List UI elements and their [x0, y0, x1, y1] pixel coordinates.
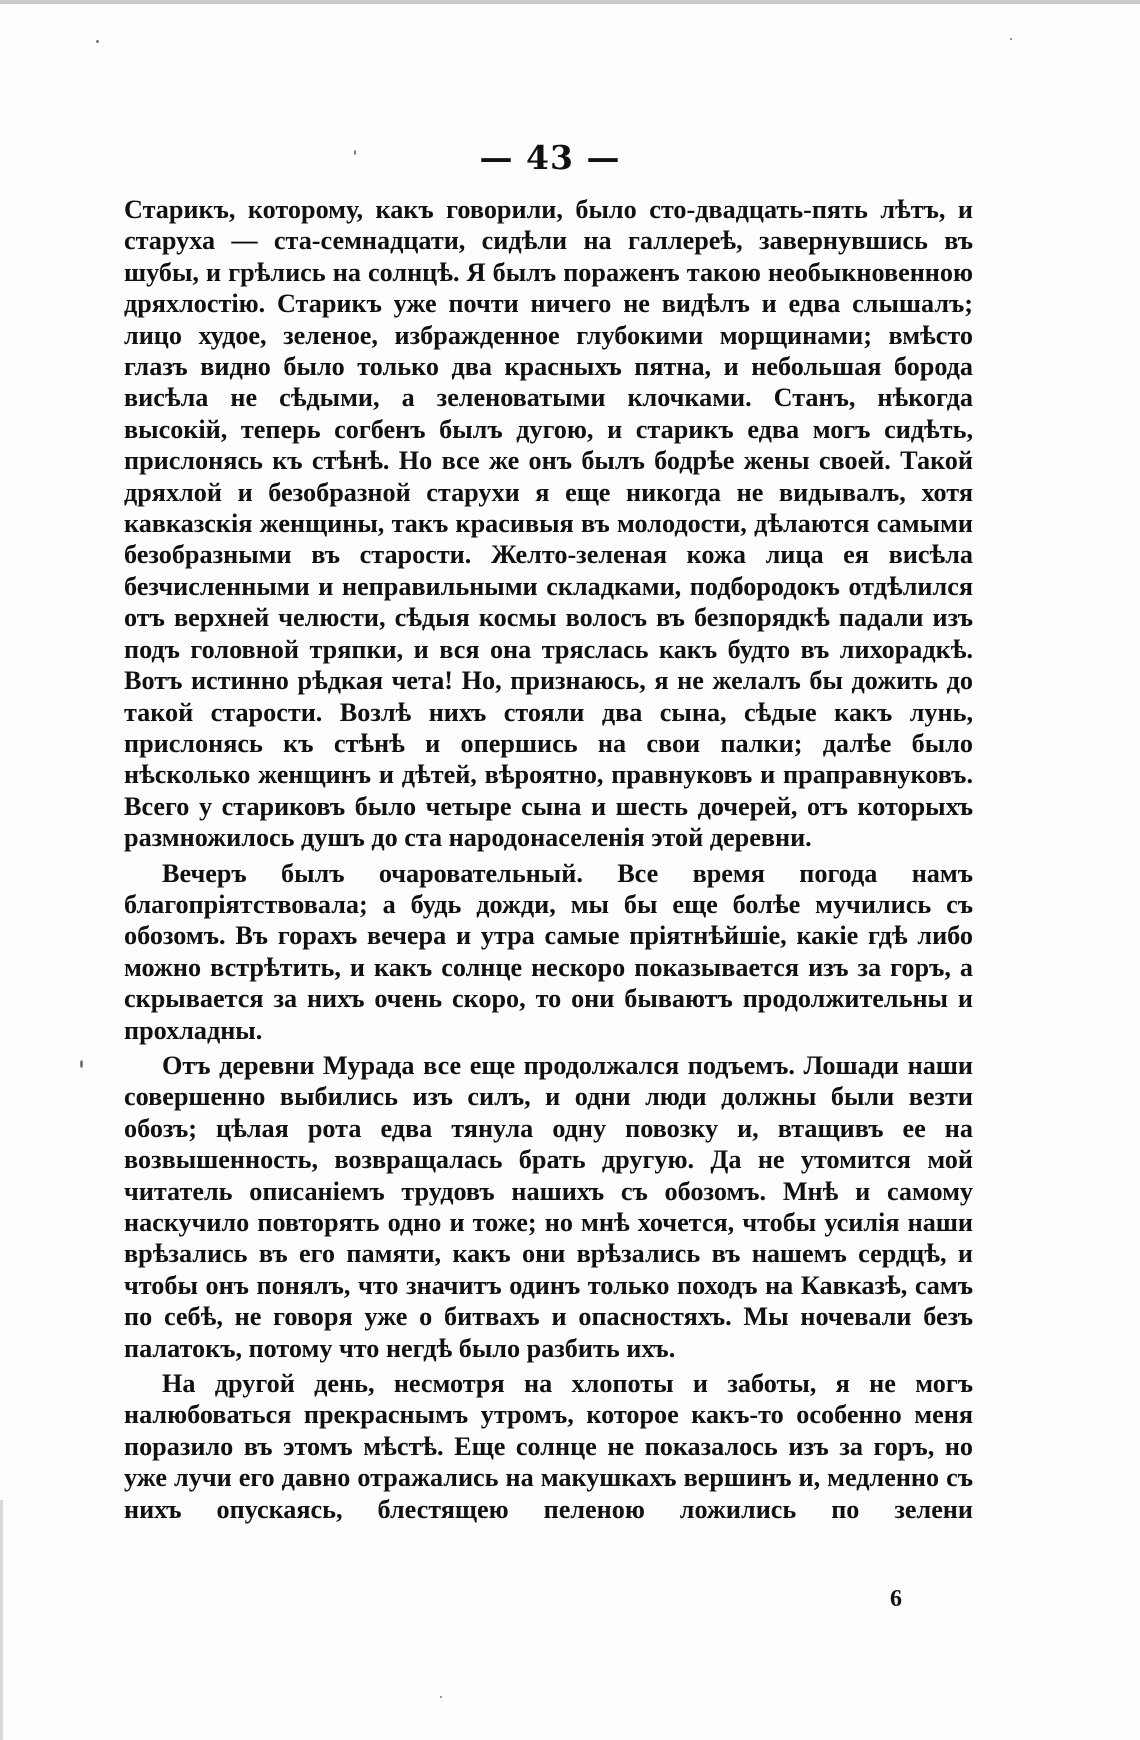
- paragraph-4: На другой день, несмотря на хлопоты и заботы, я не могъ налюбоваться прекраснымъ утромъ, которое какъ-то особенно меня поразило въ этомъ мѣстѣ. Еще солнце не показалось изъ за горъ, но уже лучи его давно отражались на макушкахъ вершинъ и, медленно съ нихъ опускаясь, блестящею пеленою ложились по зелени: [124, 1369, 973, 1524]
- scan-left-edge: [0, 1500, 3, 1740]
- paragraph-2: Вечеръ былъ очаровательный. Все время погода намъ благопріятствовала; а будь дожди, мы бы еще болѣе мучились съ обозомъ. Въ горахъ вечера и утра самые пріятнѣйшіе, какіе гдѣ либо можно встрѣтить, и какъ солнце нескоро показывается изъ за горъ, а скрывается за нихъ очень скоро, то они бываютъ продолжительны и прохладны.: [124, 858, 973, 1045]
- scan-speck: [1010, 38, 1012, 40]
- scan-speck: [80, 1060, 83, 1068]
- scan-top-edge: [0, 0, 1140, 4]
- body-text: [124, 194, 973, 1525]
- scan-speck: [354, 150, 356, 155]
- paragraph-3: Отъ деревни Мурада все еще продолжался подъемъ. Лошади наши совершенно выбились изъ силъ, и одни люди должны были везти обозъ; цѣлая рота едва тянула одну повозку и, втащивъ ее на возвышенность, возвращалась брать другую. Да не утомится мой читатель описаніемъ трудовъ нашихъ съ обозомъ. Мнѣ и самому наскучило повторять одно и тоже; но мнѣ хочется, чтобы усилія наши врѣзались въ его памяти, какъ они врѣзались въ нашемъ сердцѣ, и чтобы онъ понялъ, что значитъ одинъ только походъ на Кавказѣ, самъ по себѣ, не говоря уже о битвахъ и опасностяхъ. Мы ночевали безъ палатокъ, потому что негдѣ было разбить ихъ.: [124, 1050, 973, 1363]
- scan-speck: [96, 40, 99, 43]
- page-number-heading: — 43 —: [479, 138, 621, 177]
- scan-speck: [440, 1696, 442, 1698]
- printer-signature-mark: 6: [890, 1586, 902, 1612]
- paragraph-1: Старикъ, которому, какъ говорили, было сто-двадцать-пять лѣтъ, и старуха — ста-семнадцати, сидѣли на галлереѣ, завернувшись въ шубы, и грѣлись на солнцѣ. Я былъ пораженъ такою необыкновенною дряхлостію. Старикъ уже почти ничего не видѣлъ и едва слышалъ; лицо худое, зеленое, избражденное глубокими морщинами; вмѣсто глазъ видно было только два красныхъ пятна, и небольшая борода висѣла не сѣдыми, а зеленоватыми клочками. Станъ, нѣкогда высокій, теперь согбенъ былъ дугою, и старикъ едва могъ сидѣть, прислонясь къ стѣнѣ. Но все же онъ былъ бодрѣе жены своей. Такой дряхлой и безобразной старухи я еще никогда не видывалъ, хотя кавказскія женщины, такъ красивыя въ молодости, дѣлаются самыми безобразными въ старости. Желто-зеленая кожа лица ея висѣла безчисленными и неправильными складками, подбородокъ отдѣлился отъ верхней челюсти, сѣдыя космы волосъ въ безпорядкѣ падали изъ подъ головной тряпки, и вся она тряслась какъ будто въ лихорадкѣ. Вотъ истинно рѣдкая чета! Но, признаюсь, я не желалъ бы дожить до такой старости. Возлѣ нихъ стояли два сына, сѣдые какъ лунь, прислонясь къ стѣнѣ и опершись на свои палки; далѣе было нѣсколько женщинъ и дѣтей, вѣроятно, правнуковъ и праправнуковъ. Всего у стариковъ было четыре сына и шесть дочерей, отъ которыхъ размножилось душъ до ста народонаселенія этой деревни.: [124, 195, 973, 853]
